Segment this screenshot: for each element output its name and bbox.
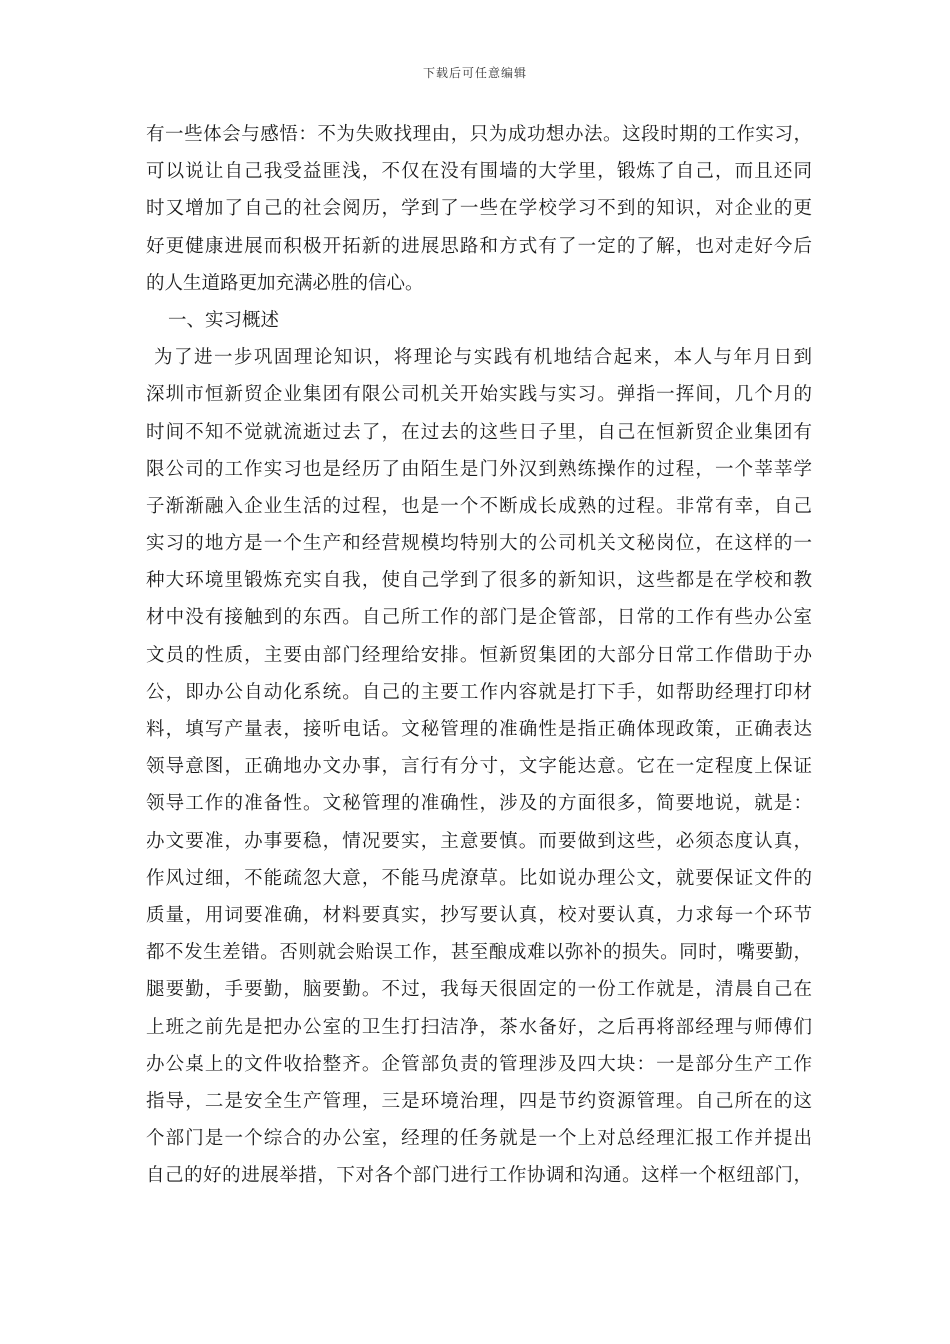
text-line: 材中没有接触到的东西。自己所工作的部门是企管部，日常的工作有些办公室 xyxy=(146,607,812,629)
document-body xyxy=(146,116,812,1194)
text-line: 有一些体会与感悟：不为失败找理由，只为成功想办法。这段时期的工作实习， xyxy=(146,124,812,145)
text-line: 子渐渐融入企业生活的过程，也是一个不断成长成熟的过程。非常有幸，自己 xyxy=(146,495,812,517)
section-heading: 一、实习概述 xyxy=(168,309,280,331)
text-line: 质量，用词要准确，材料要真实，抄写要认真，校对要认真，力求每一个环节 xyxy=(146,904,812,926)
text-line: 时间不知不觉就流逝过去了，在过去的这些日子里，自己在恒新贸企业集团有 xyxy=(146,421,812,443)
text-line: 实习的地方是一个生产和经营规模均特别大的公司机关文秘岗位，在这样的一 xyxy=(146,533,812,555)
text-line: 时又增加了自己的社会阅历，学到了一些在学校学习不到的知识，对企业的更 xyxy=(146,198,812,220)
text-line: 办公桌上的文件收拾整齐。企管部负责的管理涉及四大块：一是部分生产工作 xyxy=(146,1053,812,1075)
text-line: 都不发生差错。否则就会贻误工作，甚至酿成难以弥补的损失。同时，嘴要勤， xyxy=(146,942,812,964)
text-line: 上班之前先是把办公室的卫生打扫洁净，茶水备好，之后再将部经理与师傅们 xyxy=(146,1016,812,1038)
text-line: 领导意图，正确地办文办事，言行有分寸，文字能达意。它在一定程度上保证 xyxy=(146,756,812,778)
text-line: 料，填写产量表，接听电话。文秘管理的准确性是指正确体现政策，正确表达 xyxy=(146,719,812,740)
text-line: 办文要准，办事要稳，情况要实，主意要慎。而要做到这些，必须态度认真， xyxy=(146,830,812,852)
text-line: 自己的好的进展举措，下对各个部门进行工作协调和沟通。这样一个枢纽部门， xyxy=(146,1165,812,1187)
text-line: 为了进一步巩固理论知识，将理论与实践有机地结合起来，本人与年月日到 xyxy=(154,347,812,369)
page-header: 下载后可任意编辑 xyxy=(422,66,527,80)
text-line: 领导工作的准备性。文秘管理的准确性，涉及的方面很多，简要地说，就是： xyxy=(146,793,812,815)
text-line: 作风过细，不能疏忽大意，不能马虎潦草。比如说办理公文，就要保证文件的 xyxy=(146,867,812,889)
text-line: 个部门是一个综合的办公室，经理的任务就是一个上对总经理汇报工作并提出 xyxy=(146,1128,812,1150)
text-line: 限公司的工作实习也是经历了由陌生是门外汉到熟练操作的过程，一个莘莘学 xyxy=(146,458,812,480)
text-line: 深圳市恒新贸企业集团有限公司机关开始实践与实习。弹指一挥间，几个月的 xyxy=(146,384,812,406)
text-line: 文员的性质，主要由部门经理给安排。恒新贸集团的大部分日常工作借助于办 xyxy=(146,644,812,666)
text-line: 公，即办公自动化系统。自己的主要工作内容就是打下手，如帮助经理打印材 xyxy=(146,681,812,703)
text-line: 可以说让自己我受益匪浅，不仅在没有围墙的大学里，锻炼了自己，而且还同 xyxy=(146,161,812,183)
text-line: 的人生道路更加充满必胜的信心。 xyxy=(146,272,424,294)
text-line: 好更健康进展而积极开拓新的进展思路和方式有了一定的了解，也对走好今后 xyxy=(146,235,812,257)
text-line: 指导，二是安全生产管理，三是环境治理，四是节约资源管理。自己所在的这 xyxy=(146,1090,812,1112)
text-line: 种大环境里锻炼充实自我，使自己学到了很多的新知识，这些都是在学校和教 xyxy=(146,570,812,592)
text-line: 腿要勤，手要勤，脑要勤。不过，我每天很固定的一份工作就是，清晨自己在 xyxy=(146,979,812,1001)
